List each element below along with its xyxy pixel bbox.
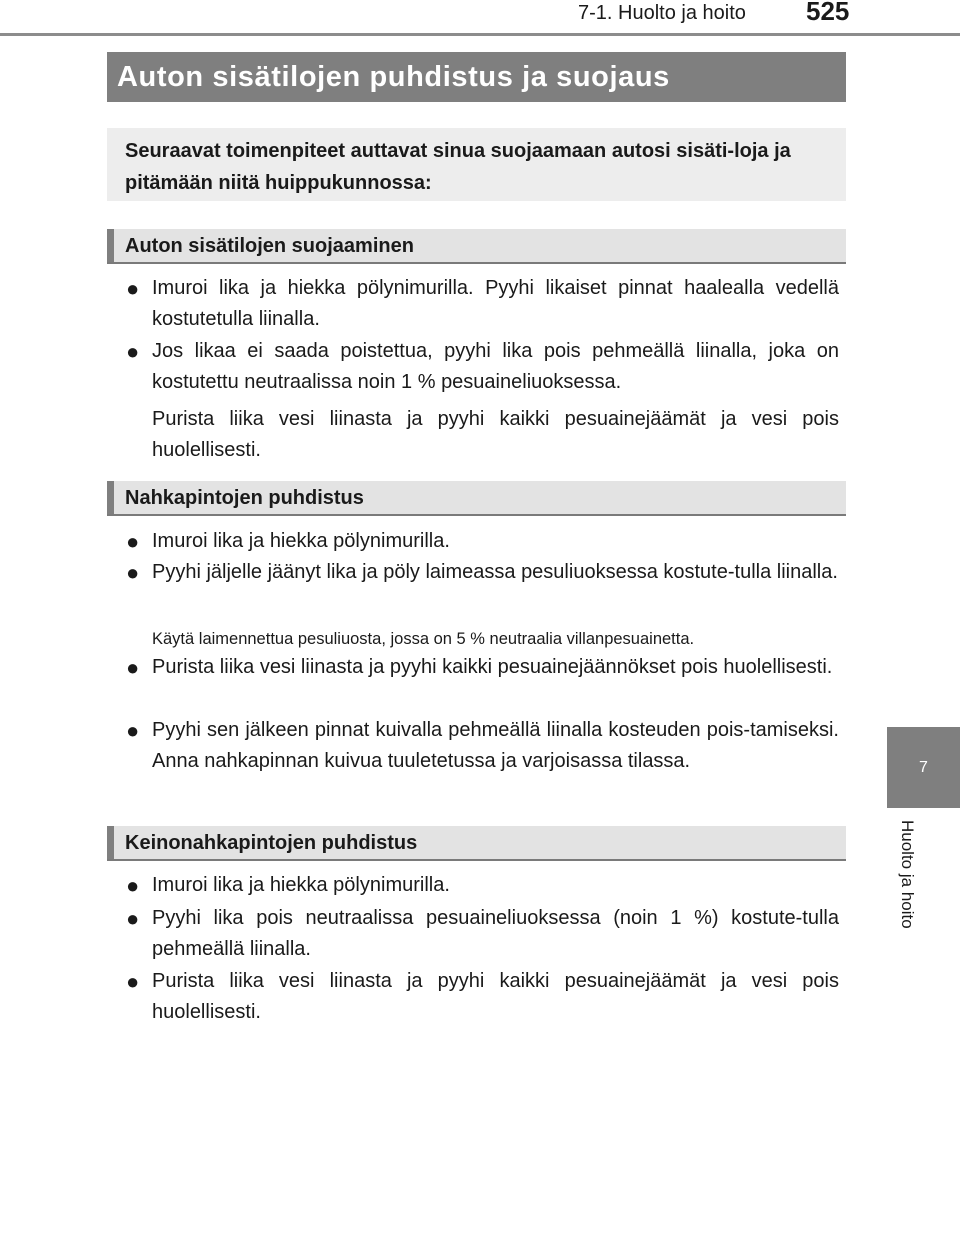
- page-number: 525: [806, 0, 850, 26]
- bullet-icon: ●: [126, 339, 140, 364]
- list-item: [126, 715, 839, 777]
- list-item: [126, 526, 839, 557]
- list-item-text: Jos likaa ei saada poistettua, pyyhi lika pois pehmeällä liinalla, joka on kostutettu neutraalissa noin 1 % pesuaineliuoksessa.: [152, 340, 839, 393]
- bullet-icon: ●: [126, 529, 140, 554]
- list-item-text: Imuroi lika ja hiekka pölynimurilla. Pyyhi likaiset pinnat haalealla vedellä kostutetulla liinalla.: [152, 277, 839, 330]
- list-item-text: Purista liika vesi liinasta ja pyyhi kaikki pesuainejäämät ja vesi pois huolellisesti.: [152, 970, 839, 1023]
- list-item: [126, 966, 839, 1028]
- note-text: Käytä laimennettua pesuliuosta, jossa on 5 % neutraalia villanpesuainetta.: [152, 630, 695, 648]
- bullet-icon: ●: [126, 655, 140, 680]
- list-item: [126, 336, 839, 398]
- bullet-icon: ●: [126, 718, 140, 743]
- section-heading-text: Auton sisätilojen suojaaminen: [125, 235, 414, 257]
- list-item: [126, 652, 839, 683]
- list-item: [126, 273, 839, 335]
- section-heading-interior-protection: [107, 229, 846, 264]
- list-item-text: Purista liika vesi liinasta ja pyyhi kaikki pesuainejäännökset pois huolellisesti.: [152, 656, 833, 678]
- bullet-icon: ●: [126, 969, 140, 994]
- bullet-icon: ●: [126, 906, 140, 931]
- header-rule: [0, 33, 960, 36]
- section-heading-text: Nahkapintojen puhdistus: [125, 487, 364, 509]
- bullet-icon: ●: [126, 560, 140, 585]
- header-section-title: 7-1. Huolto ja hoito: [578, 2, 746, 24]
- section-heading-leather-cleaning: [107, 481, 846, 516]
- bullet-icon: ●: [126, 873, 140, 898]
- list-item-text: Pyyhi lika pois neutraalissa pesuaineliuoksessa (noin 1 %) kostute-tulla pehmeällä liinalla.: [152, 907, 839, 960]
- intro-box: Seuraavat toimenpiteet auttavat sinua suojaamaan autosi sisäti-loja ja pitämään niitä huippukunnossa:: [107, 128, 846, 201]
- list-item: [126, 870, 839, 901]
- chapter-number: 7: [919, 759, 928, 776]
- page-title-bar: [107, 52, 846, 102]
- page-title: Auton sisätilojen puhdistus ja suojaus: [117, 61, 670, 93]
- section-heading-text: Keinonahkapintojen puhdistus: [125, 832, 418, 854]
- chapter-tab: [887, 727, 960, 808]
- chapter-label: Huolto ja hoito: [898, 820, 917, 929]
- continuation-paragraph: Purista liika vesi liinasta ja pyyhi kaikki pesuainejäämät ja vesi pois huolellisesti.: [152, 408, 839, 461]
- list-item-text: Pyyhi jäljelle jäänyt lika ja pöly laimeassa pesuliuoksessa kostute-tulla liinalla.: [152, 561, 838, 583]
- list-item-text: Imuroi lika ja hiekka pölynimurilla.: [152, 530, 450, 552]
- list-item-text: Imuroi lika ja hiekka pölynimurilla.: [152, 874, 450, 896]
- list-item: [126, 557, 839, 588]
- section-heading-artificial-leather: [107, 826, 846, 861]
- list-item-text: Pyyhi sen jälkeen pinnat kuivalla pehmeällä liinalla kosteuden pois-tamiseksi. Anna nahkapinnan kuivua tuuletetussa ja varjoisassa tilassa.: [152, 719, 839, 772]
- bullet-icon: ●: [126, 276, 140, 301]
- list-item: [126, 903, 839, 965]
